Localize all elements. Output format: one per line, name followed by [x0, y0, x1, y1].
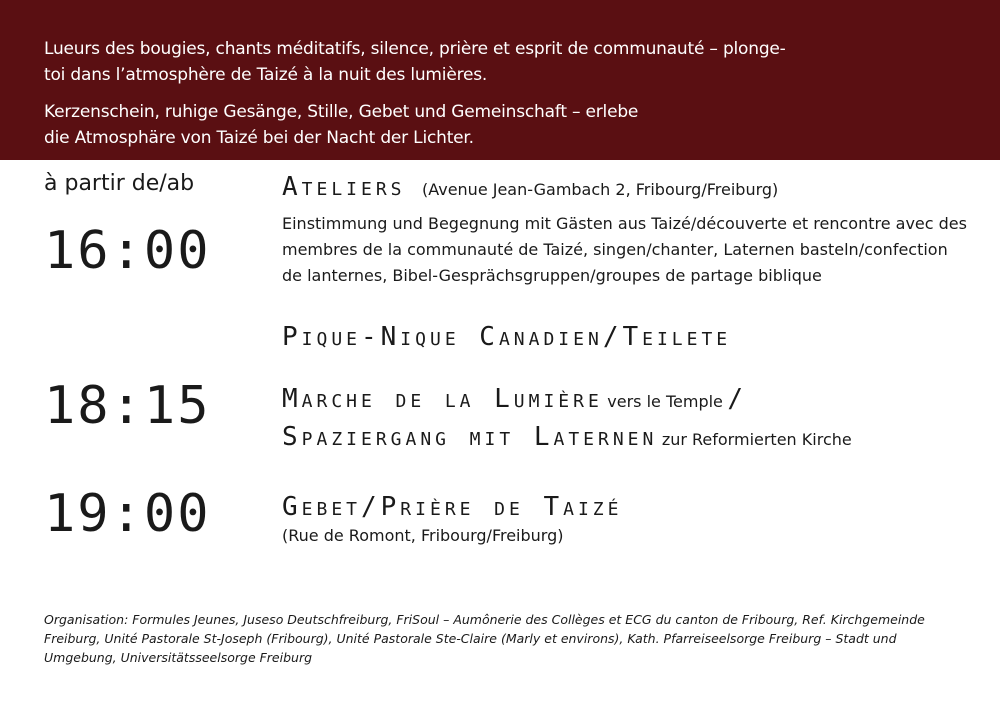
from-label: à partir de/ab — [44, 171, 195, 196]
march-de-line — [282, 422, 852, 452]
march-separator: / — [727, 384, 748, 414]
march-title-de: Spaziergang mit Laternen — [282, 422, 658, 452]
march-title-fr: Marche de la Lumière — [282, 384, 603, 414]
intro-banner — [0, 0, 1000, 160]
march-note-fr: vers le Temple — [607, 392, 723, 411]
time-1600: 16:00 — [44, 221, 211, 281]
march-fr-line — [282, 384, 747, 414]
ateliers-description: Einstimmung und Begegnung mit Gästen aus Taizé/découverte et rencontre avec des membres de la communauté de Taizé, singen/chanter, Laternen basteln/confection de lanternes, Bibel-Gesprächsgruppen/groupes de partage biblique — [282, 214, 967, 285]
picnic-title: Pique-Nique Canadien/Teilete — [282, 322, 732, 352]
intro-german: Kerzenschein, ruhige Gesänge, Stille, Gebet und Gemeinschaft – erlebe die Atmosphäre von Taizé bei der Nacht der Lichter. — [44, 102, 639, 148]
time-1900: 19:00 — [44, 484, 211, 544]
prayer-location: (Rue de Romont, Fribourg/Freiburg) — [282, 526, 564, 545]
ateliers-location: (Avenue Jean-Gambach 2, Fribourg/Freiburg) — [421, 180, 779, 199]
march-note-de: zur Reformierten Kirche — [661, 430, 852, 449]
ateliers-heading — [282, 172, 778, 202]
prayer-title: Gebet/Prière de Taizé — [282, 492, 623, 522]
intro-french: Lueurs des bougies, chants méditatifs, silence, prière et esprit de communauté – plonge-toi dans l’atmosphère de Taizé à la nuit des lumières. — [44, 39, 786, 85]
organisation-credits: Organisation: Formules Jeunes, Juseso Deutschfreiburg, FriSoul – Aumônerie des Collèges et ECG du canton de Fribourg, Ref. Kirchgemeinde Freiburg, Unité Pastorale St-Joseph (Fribourg), Unité Pastorale Ste-Claire (Marly et environs), Kath. Pfarreiseelsorge Freiburg – Stadt und Umgebung, Universitätsseelsorge Freiburg — [44, 612, 925, 665]
time-1815: 18:15 — [44, 376, 211, 436]
ateliers-title: Ateliers — [282, 172, 406, 202]
